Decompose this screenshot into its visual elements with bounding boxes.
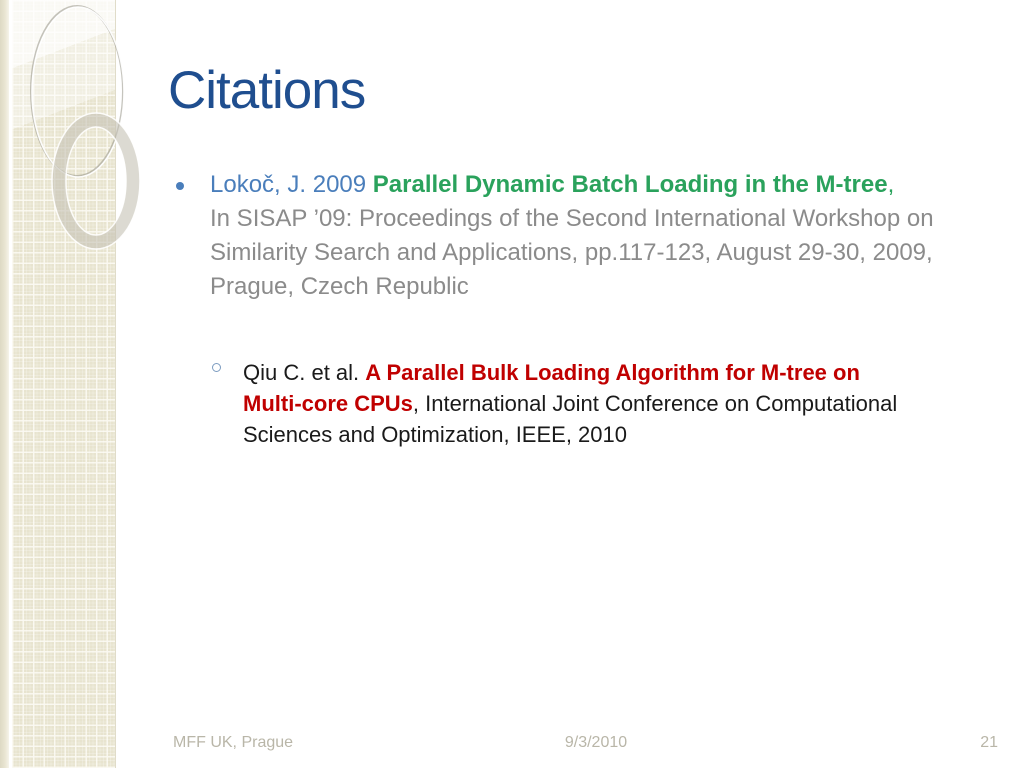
sidebar-decoration [0,0,115,768]
citation2-authors: Qiu C. et al. [243,360,366,385]
sidebar-grid-texture [12,0,116,768]
sub-bullet-circle-icon [212,363,221,372]
citation2-line3 [243,419,627,450]
citation1-line2 [210,202,934,236]
citation1-venue-text: In SISAP ’09: Proceedings of the Second International Workshop on [210,205,934,232]
citation1-title-text: Parallel Dynamic Batch Loading in the M-tree [372,171,888,198]
slide-number: 21 [980,734,998,751]
footer-institution: MFF UK, Prague [173,734,294,751]
citation1-authors: Lokoč, J. 2009 [210,171,373,198]
citation2-line1 [243,357,860,388]
citation2-title-text: A Parallel Bulk Loading Algorithm for M-tree on [365,360,860,385]
citation1-line1 [210,168,894,202]
footer-date: 9/3/2010 [564,734,628,751]
bullet-dot-icon [176,182,184,190]
citation1-pages-text: Similarity Search and Applications, pp.117-123, August 29-30, 2009, [210,239,933,266]
citation2-title-text2: Multi-core CPUs [243,391,413,416]
citation1-line3 [210,236,933,270]
citation2-line2 [243,388,897,419]
citation1-line4 [210,270,469,304]
citation1-comma: , [887,171,895,198]
citation2-venue-text2: Sciences and Optimization, IEEE, 2010 [243,422,627,447]
citation1-location-text: Prague, Czech Republic [210,273,469,300]
slide-title: Citations [168,61,366,120]
sidebar-edge-strip [0,0,9,768]
citation2-venue-text: , International Joint Conference on Computational [412,391,898,416]
